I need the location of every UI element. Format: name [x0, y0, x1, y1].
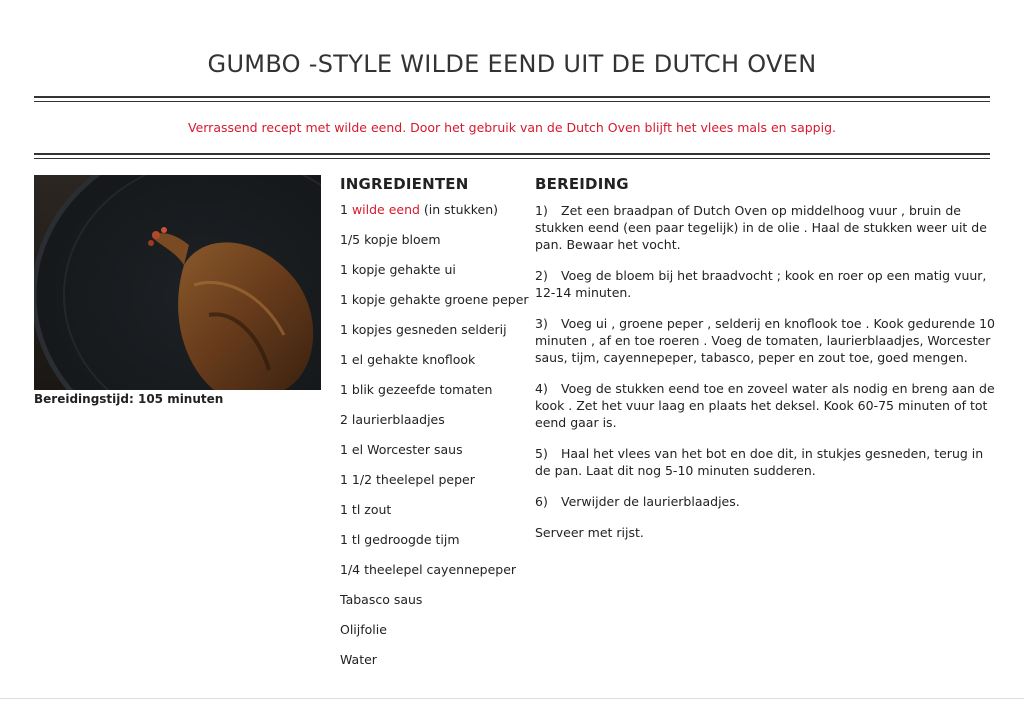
- preparation-heading: BEREIDING: [535, 175, 629, 193]
- step-number: 3): [535, 316, 548, 331]
- step-number: 1): [535, 203, 548, 218]
- preparation-step: [535, 267, 995, 301]
- ingredient-item: Olijfolie: [340, 622, 387, 637]
- top-divider: [34, 96, 990, 98]
- ingredient-item: Tabasco saus: [340, 592, 423, 607]
- preparation-step: [535, 315, 995, 366]
- step-text: Haal het vlees van het bot en doe dit, in stukjes gesneden, terug in de pan. Laat dit nog 5-10 minuten sudderen.: [535, 446, 984, 478]
- preparation-step: [535, 445, 995, 479]
- ingredient-item: 1/5 kopje bloem: [340, 232, 441, 247]
- ingredient-item: 1 kopje gehakte groene peper: [340, 292, 529, 307]
- lower-divider: [34, 153, 990, 155]
- step-text: Zet een braadpan of Dutch Oven op middelhoog vuur , bruin de stukken eend (een paar tegelijk) in de olie . Haal de stukken weer uit de pan. Bewaar het vocht.: [535, 203, 987, 252]
- step-number: 5): [535, 446, 548, 461]
- ingredient-item: 1 tl zout: [340, 502, 392, 517]
- ingredient-item: 1 kopjes gesneden selderij: [340, 322, 507, 337]
- ingredient-item: 1 blik gezeefde tomaten: [340, 382, 493, 397]
- preparation-step: [535, 493, 995, 510]
- ingredient-item: 1 kopje gehakte ui: [340, 262, 456, 277]
- ingredients-heading: INGREDIENTEN: [340, 175, 469, 193]
- ingredient-item: 1 1/2 theelepel peper: [340, 472, 475, 487]
- ingredient-item: 1 el gehakte knoflook: [340, 352, 476, 367]
- ingredient-qty: 1: [340, 202, 352, 217]
- step-text: Voeg de bloem bij het braadvocht ; kook en roer op een matig vuur, 12-14 minuten.: [535, 268, 987, 300]
- serving-note: Serveer met rijst.: [535, 525, 644, 540]
- step-number: 6): [535, 494, 548, 509]
- preparation-section: [535, 175, 995, 555]
- step-text: Voeg de stukken eend toe en zoveel water als nodig en breng aan de kook . Zet het vuur laag en plaats het deksel. Kook 60-75 minuten of tot eend gaar is.: [535, 381, 995, 430]
- step-text: Voeg ui , groene peper , selderij en knoflook toe . Kook gedurende 10 minuten , af en toe roeren . Voeg de tomaten, laurierblaadjes, Worcester saus, tijm, cayennepeper, tabasco, peper en zout toe, goed mengen.: [535, 316, 996, 365]
- page-title: GUMBO -STYLE WILDE EEND UIT DE DUTCH OVEN: [207, 50, 817, 78]
- roast-duck-illustration: [34, 175, 321, 390]
- ingredient-item: 1/4 theelepel cayennepeper: [340, 562, 517, 577]
- wild-duck-link[interactable]: wilde eend: [351, 202, 420, 217]
- prep-time: Bereidingstijd: 105 minuten: [34, 392, 224, 406]
- ingredient-item: 1 el Worcester saus: [340, 442, 463, 457]
- step-number: 4): [535, 381, 548, 396]
- step-number: 2): [535, 268, 548, 283]
- ingredient-note: (in stukken): [419, 202, 499, 217]
- page-bottom-border: [0, 698, 1024, 699]
- step-text: Verwijder de laurierblaadjes.: [561, 494, 740, 509]
- recipe-subtitle: Verrassend recept met wilde eend. Door het gebruik van de Dutch Oven blijft het vlees mals en sappig.: [187, 120, 836, 135]
- roast-duck-photo: [34, 175, 321, 390]
- ingredient-item: [340, 202, 525, 232]
- ingredient-item: 2 laurierblaadjes: [340, 412, 445, 427]
- preparation-step: [535, 202, 995, 253]
- ingredient-item: 1 tl gedroogde tijm: [340, 532, 460, 547]
- preparation-step: [535, 380, 995, 431]
- ingredient-item: Water: [340, 652, 377, 667]
- ingredient-list: [340, 202, 529, 682]
- ingredients-section: [340, 175, 529, 682]
